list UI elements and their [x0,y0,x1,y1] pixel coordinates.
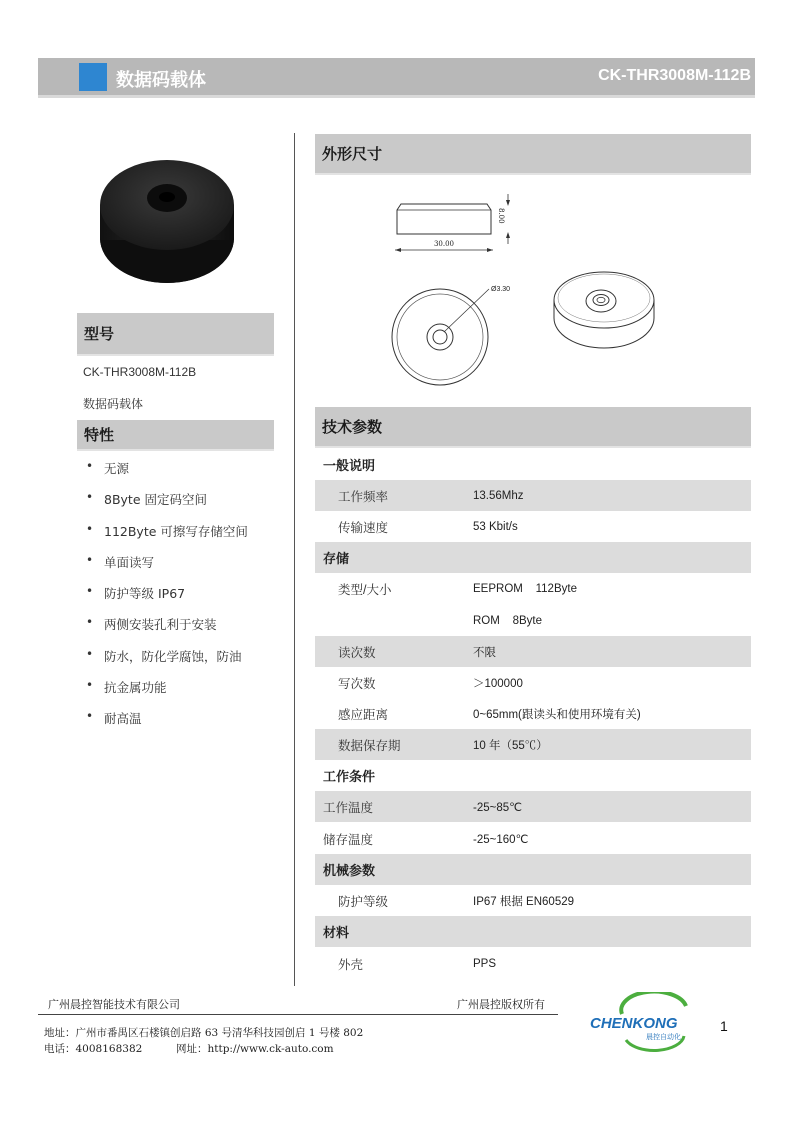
list-item: • 两侧安装孔利于安装 [86,615,217,633]
spec-category-storage: 存储 [315,542,751,573]
logo-subtitle: 晨控自动化 [646,1033,681,1041]
table-row: 传输速度 53 Kbit/s [338,520,518,535]
spec-category-conditions: 工作条件 [323,769,376,784]
spec-category-general: 一般说明 [323,458,376,473]
model-heading: 型号 [77,313,274,356]
table-row: ROM 8Byte [473,614,543,627]
footer-divider [38,1014,558,1015]
hole-dim-label: Ø3.30 [491,286,511,293]
footer-phone: 电话：4008168382 [44,1043,143,1055]
list-item: • 无源 [86,459,130,476]
side-view-drawing [385,188,525,258]
column-divider [294,133,295,986]
dimensions-heading: 外形尺寸 [315,134,751,175]
page-title: 数据码载体 [116,70,206,91]
top-view-drawing [385,276,525,386]
footer-address: 地址：广州市番禺区石楼镇创启路 63 号清华科技园创启 1 号楼 802 [44,1027,364,1039]
table-row: 储存温度 -25~160℃ [323,832,529,847]
model-name: 数据码载体 [83,397,144,411]
specs-heading: 技术参数 [315,407,751,448]
spec-category-material: 材料 [315,916,751,947]
features-heading: 特性 [77,420,274,451]
header-model-code: CK-THR3008M-112B [598,67,751,84]
list-item: • 112Byte 可擦写存储空间 [86,521,248,539]
height-dim-label: 8.00 [497,208,505,224]
logo-wordmark: CHENKONG [590,1015,678,1032]
list-item: • 防护等级 IP67 [86,584,186,602]
product-photo [92,150,242,290]
header-accent-square [79,63,107,91]
list-item: • 抗金属功能 [86,678,167,696]
isometric-view-drawing [548,266,660,356]
table-row: 防护等级 IP67 根据 EN60529 [338,894,575,909]
table-row: 类型/大小 EEPROM 112Byte [338,582,577,597]
width-dim-label: 30.00 [433,240,455,248]
footer-rights: 广州晨控版权所有 [457,998,545,1011]
page-number: 1 [720,1018,728,1034]
list-item: • 防水，防化学腐蚀，防油 [86,646,242,664]
footer-website: 网址：http://www.ck-auto.com [176,1043,334,1055]
model-code: CK-THR3008M-112B [83,365,197,379]
chenkong-logo [588,992,716,1054]
spec-category-mechanical: 机械参数 [315,854,751,885]
list-item: • 8Byte 固定码空间 [86,490,207,508]
list-item: • 耐高温 [86,709,142,727]
table-row: 外壳 PPS [338,957,497,972]
table-row: 工作温度 -25~85℃ [315,791,751,822]
table-row: 工作频率 13.56Mhz [315,480,751,511]
footer-company: 广州晨控智能技术有限公司 [48,998,180,1011]
feature-list [86,459,248,741]
table-row: 数据保存期 10 年（55℃） [315,729,751,760]
table-row: 写次数 ＞100000 [338,676,523,691]
list-item: • 单面读写 [86,552,155,570]
table-row: 读次数 不限 [315,636,751,667]
table-row: 感应距离 0~65mm(跟读头和使用环境有关) [338,707,641,722]
